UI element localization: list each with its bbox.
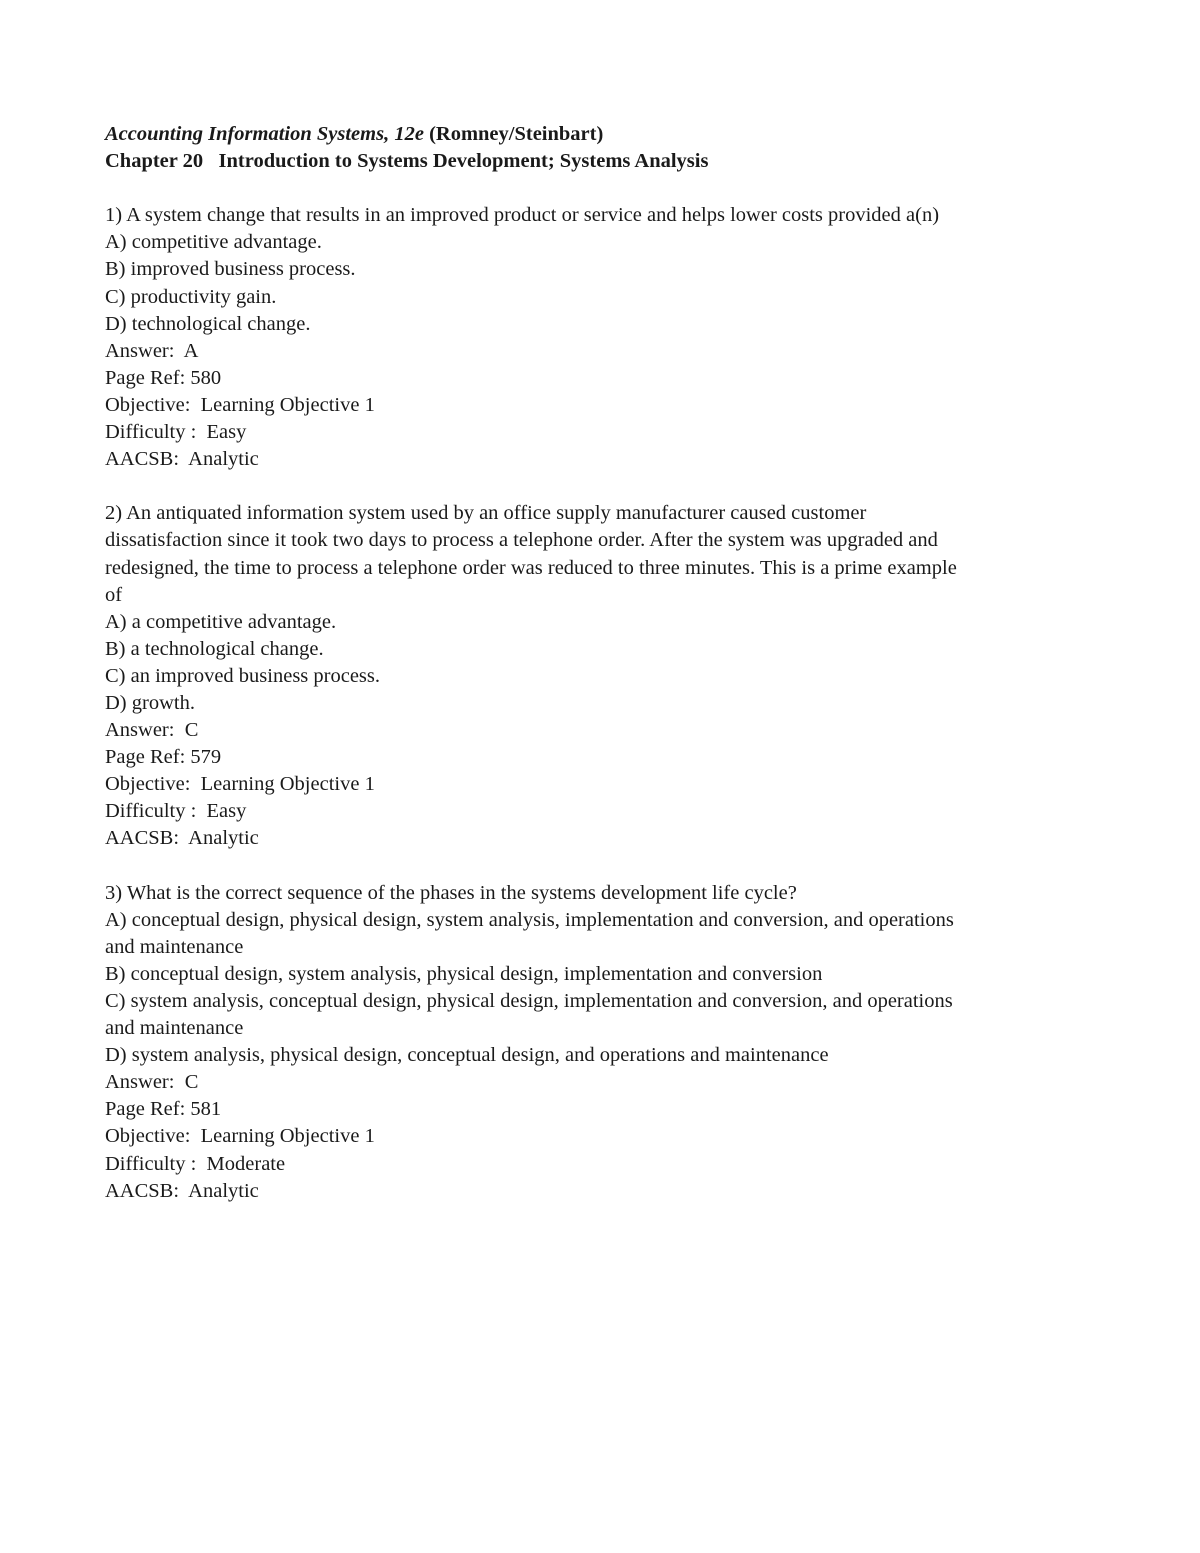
answer-option: A) conceptual design, physical design, system analysis, implementation and conversion, and operations (105, 908, 954, 931)
difficulty: Difficulty : Moderate (105, 1152, 286, 1175)
book-title: Accounting Information Systems, 12e (105, 123, 424, 145)
aacsb: AACSB: Analytic (105, 448, 259, 471)
question-stem: of (105, 583, 123, 606)
question-3 (105, 880, 1105, 1205)
answer-option: A) competitive advantage. (105, 231, 322, 254)
answer-option: and maintenance (105, 935, 244, 958)
spacer (105, 853, 1105, 880)
answer-option: D) growth. (105, 691, 195, 714)
page-ref: Page Ref: 580 (105, 366, 222, 389)
answer-option: C) productivity gain. (105, 285, 277, 308)
question-stem: redesigned, the time to process a telephone order was reduced to three minutes. This is a prime example (105, 556, 957, 579)
page-ref: Page Ref: 581 (105, 1098, 222, 1121)
objective: Objective: Learning Objective 1 (105, 773, 375, 796)
chapter-title: Chapter 20 Introduction to Systems Development; Systems Analysis (105, 150, 709, 173)
question-stem: 1) A system change that results in an improved product or service and helps lower costs provided a(n) (105, 204, 940, 227)
answer-option: C) system analysis, conceptual design, physical design, implementation and conversion, and operations (105, 990, 953, 1012)
answer-option: C) an improved business process. (105, 664, 380, 687)
difficulty: Difficulty : Easy (105, 421, 247, 444)
book-title-line (105, 121, 1105, 148)
answer-key: Answer: A (105, 339, 199, 362)
answer-option: and maintenance (105, 1017, 244, 1040)
question-stem: 2) An antiquated information system used by an office supply manufacturer caused customer (105, 502, 867, 525)
book-authors: (Romney/Steinbart) (423, 123, 604, 145)
document-page (105, 121, 1105, 1205)
answer-option: D) system analysis, physical design, conceptual design, and operations and maintenance (105, 1044, 829, 1067)
answer-option: D) technological change. (105, 312, 311, 335)
answer-option: B) conceptual design, system analysis, physical design, implementation and conversion (105, 962, 823, 985)
answer-option: A) a competitive advantage. (105, 610, 337, 633)
spacer (105, 473, 1105, 500)
question-2 (105, 500, 1105, 852)
answer-option: B) improved business process. (105, 258, 356, 281)
answer-key: Answer: C (105, 719, 199, 742)
aacsb: AACSB: Analytic (105, 827, 259, 850)
objective: Objective: Learning Objective 1 (105, 1125, 375, 1148)
spacer (105, 175, 1105, 202)
question-stem: dissatisfaction since it took two days to process a telephone order. After the system was upgraded and (105, 529, 938, 552)
answer-key: Answer: C (105, 1071, 199, 1094)
difficulty: Difficulty : Easy (105, 800, 247, 823)
question-1 (105, 202, 1105, 473)
objective: Objective: Learning Objective 1 (105, 393, 375, 416)
page-ref: Page Ref: 579 (105, 746, 222, 769)
answer-option: B) a technological change. (105, 637, 324, 660)
question-stem: 3) What is the correct sequence of the phases in the systems development life cycle? (105, 881, 797, 904)
aacsb: AACSB: Analytic (105, 1179, 259, 1202)
document-header (105, 121, 1105, 175)
